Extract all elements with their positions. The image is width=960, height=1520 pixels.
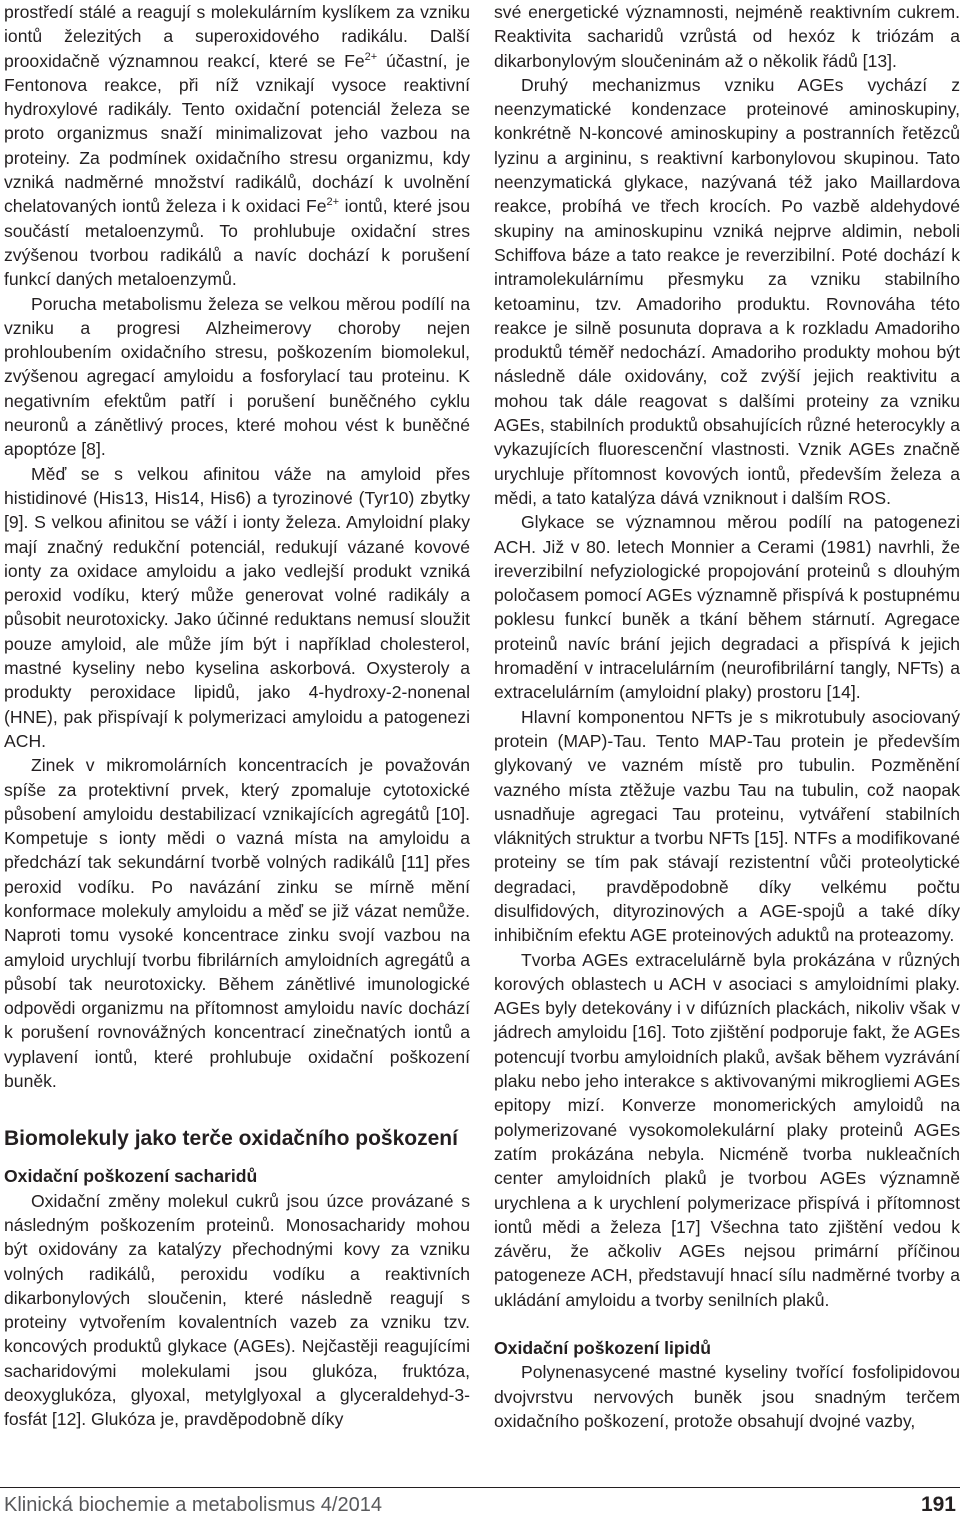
paragraph: Glykace se významnou měrou podílí na patogenezi ACH. Již v 80. letech Monnier a Cerami (1981) navrhli, že ireverzibilní nefyziologické propojování proteinů s dlouhým poločasem pomocí AGEs významně přispívá k postupnému poklesu funkcí buněk a tkání během stárnutí. Agregace proteinů navíc brání jejich degradaci a přispívá k jejich hromadění v intracelulárním (neurofibrilární tangly, NFTs) a extracelulárním (amyloidní plaky) prostoru [14]. (494, 512, 960, 703)
paragraph: své energetické významnosti, nejméně reaktivním cukrem. Reaktivita sacharidů vzrůstá od hexóz k triózám a dikarbonylovým sloučeninám až o několik řádů [13]. (494, 2, 960, 71)
footer-divider (0, 1487, 960, 1488)
paragraph: Porucha metabolismu železa se velkou měrou podílí na vzniku a progresi Alzheimerovy choroby nejen prohloubením oxidačního stresu, poškozením biomolekul, zvýšenou agregací amyloidu a fosforylací tau proteinu. K negativním efektům patří i porušení buněčného cyklu neuronů a zánětlivý proces, které mohou vést k buněčné apoptóze [8]. (4, 293, 470, 460)
journal-name: Klinická biochemie a metabolismus 4/2014 (4, 1494, 382, 1516)
right-column (494, 0, 960, 1433)
paragraph: Zinek v mikromolárních koncentracích je považován spíše za protektivní prvek, který zpomaluje cytotoxické působení amyloidu destabilizací vznikajících agregátů [10]. Kompetuje s ionty mědi o vazná místa na amyloidu a předchází tak sekundární tvorbě volných radikálů [11] přes peroxid vodíku. Po navázání zinku se mírně mění konformace molekuly amyloidu a měď se již vázat nemůže. Naproti tomu vysoké koncentrace zinku svojí vazbou na amyloid urychlují tvorbu fibrilárních amyloidních agregátů a působí tak neurotoxicky. Během zánětlivé imunologické odpovědi organizmu na přítomnost amyloidu navíc dochází k porušení rovnovážných koncentrací zinečnatých iontů a vyplavení iontů, které prohlubuje oxidační poškození buněk. (4, 755, 470, 1092)
page-number: 191 (920, 1493, 956, 1516)
paragraph: Hlavní komponentou NFTs je s mikrotubuly asociovaný protein (MAP)-Tau. Tento MAP-Tau protein je především glykovaný ve vazném místě pro tubulin. Pozměnění vazného místa ztěžuje vazbu Tau na tubulin, což naopak usnadňuje agregaci Tau proteinu, vytváření stabilních vláknitých struktur a tvorbu NFTs [15]. NTFs a modifikované proteiny se tím pak stávají rezistentní vůči proteolytické degradaci, pravděpodobně díky velkému počtu disulfidových, dityrozinových a AGE-spojů a také díky inhibičním efektu AGE proteinových aduktů na proteazomy. (494, 706, 960, 946)
subsection-heading: Oxidační poškození lipidů (494, 1338, 712, 1359)
section-heading: Biomolekuly jako terče oxidačního poškození (4, 1127, 458, 1151)
left-column (4, 0, 470, 1432)
paragraph: prostředí stálé a reagují s molekulárním kyslíkem za vzniku iontů železitých a superoxidového radikálu. Další prooxidačně významnou reakcí, které se $Fe^{2+}$ účastní, je Fentonova reakce, při níž vznikají vysoce reaktivní hydroxylové radikály. Tento oxidační potenciál železa se proto organizmus snaží minimalizovat jeho vazbou na proteiny. Za podmínek oxidačního stresu organizmu, kdy vzniká nadměrné množství radikálů, dochází k uvolnění chelatovaných iontů železa i k oxidaci $Fe^{2+}$ iontů, které jsou součástí metaloenzymů. To prohlubuje oxidační stres zvýšenou tvorbou radikálů a navíc dochází k porušení funkcí daných metaloenzymů. (4, 2, 470, 290)
paragraph: Oxidační změny molekul cukrů jsou úzce provázané s následným poškozením proteinů. Monosacharidy mohou být oxidovány za katalýzy přechodnými kovy za vzniku volných radikálů, peroxidu vodíku a reaktivních dikarbonylových sloučenin, které následně reagují s proteiny vytvořením kovalentních vazeb za vzniku tzv. koncových produktů glykace (AGEs). Nejčastěji reagujícími sacharidovými molekulami jsou glukóza, fruktóza, deoxyglukóza, glyoxal, metylglyoxal a glyceraldehyd-3-fosfát [12]. Glukóza je, pravděpodobně díky (4, 1190, 470, 1430)
paragraph: Druhý mechanizmus vzniku AGEs vychází z neenzymatické kondenzace proteinové aminoskupiny, konkrétně N-koncové aminoskupiny a postranních řetězců lyzinu a argininu, s reaktivní karbonylovou skupinou. Tato neenzymatická glykace, nazývaná též jako Maillardova reakce, probíhá ve třech krocích. Po vazbě aldehydové skupiny na aminoskupinu vzniká nejprve aldimin, neboli Schiffova báze a tato reakce je reverzibilní. Poté dochází k intramolekulárnímu přesmyku za vzniku stabilního ketoaminu, tzv. Amadoriho produktu. Rovnováha této reakce je silně posunuta doprava a k rozkladu Amadoriho produktů téměř nedochází. Amadoriho produkty mohou být následně dále oxidovány, což zvýší jejich reaktivitu a mohou tak dále reagovat s dalšími proteiny za vzniku AGEs, stabilních produktů obsahujících různé heterocykly a vykazujících fluorescenční vlastnosti. Vznik AGEs značně urychluje přítomnost kovových iontů, především železa a mědi, a tato katalýza dává vzniknout i dalším ROS. (494, 74, 960, 508)
paragraph: Polynenasycené mastné kyseliny tvořící fosfolipidovou dvojvrstvu nervových buněk jsou snadným terčem oxidačního poškození, protože obsahují dvojné vazby, (494, 1362, 960, 1431)
paragraph: Tvorba AGEs extracelulárně byla prokázána v různých korových oblastech u ACH v asociaci s amyloidními plaky. AGEs byly detekovány i v difúzních plackách, nikoliv však v jádrech amyloidu [16]. Toto zjištění podporuje fakt, že AGEs potencují tvorbu amyloidních plaků, avšak během vyzrávání plaku nebo jeho interakce s aktivovanými mikrogliemi AGEs epitopy mizí. Konverze monomerických amyloidů na polymerizované vysokomolekulární plaky proteinů AGEs zatím prokázána nebyla. Nicméně tvorba nukleačních center amyloidních plaků je tvorbou AGEs významně urychlena a k urychlení polymerizace přispívá i přítomnost iontů mědi a železa [17] Všechna tato zjištění vedou k závěru, že ačkoliv AGEs nejsou primární příčinou patogeneze ACH, představují hnací sílu nadměrné tvorby a ukládání amyloidu a tvorby senilních plaků. (494, 949, 960, 1310)
paragraph: Měď se s velkou afinitou váže na amyloid přes histidinové (His13, His14, His6) a tyrozinové (Tyr10) zbytky [9]. S velkou afinitou se váží i ionty železa. Amyloidní plaky mají značný redukční potenciál, redukují vázané kovové ionty za oxidace amyloidu a jako vedlejší produkt vzniká peroxid vodíku, který může generovat volné radikály a působit neurotoxicky. Jako účinné reduktans nemusí sloužit pouze amyloid, ale může jím být i například cholesterol, mastné kyseliny nebo kyselina askorbová. Oxysteroly a produkty peroxidace lipidů, jako 4-hydroxy-2-nonenal (HNE), pak přispívají k polymerizaci amyloidu a patogenezi ACH. (4, 463, 470, 751)
subsection-heading: Oxidační poškození sacharidů (4, 1166, 258, 1187)
